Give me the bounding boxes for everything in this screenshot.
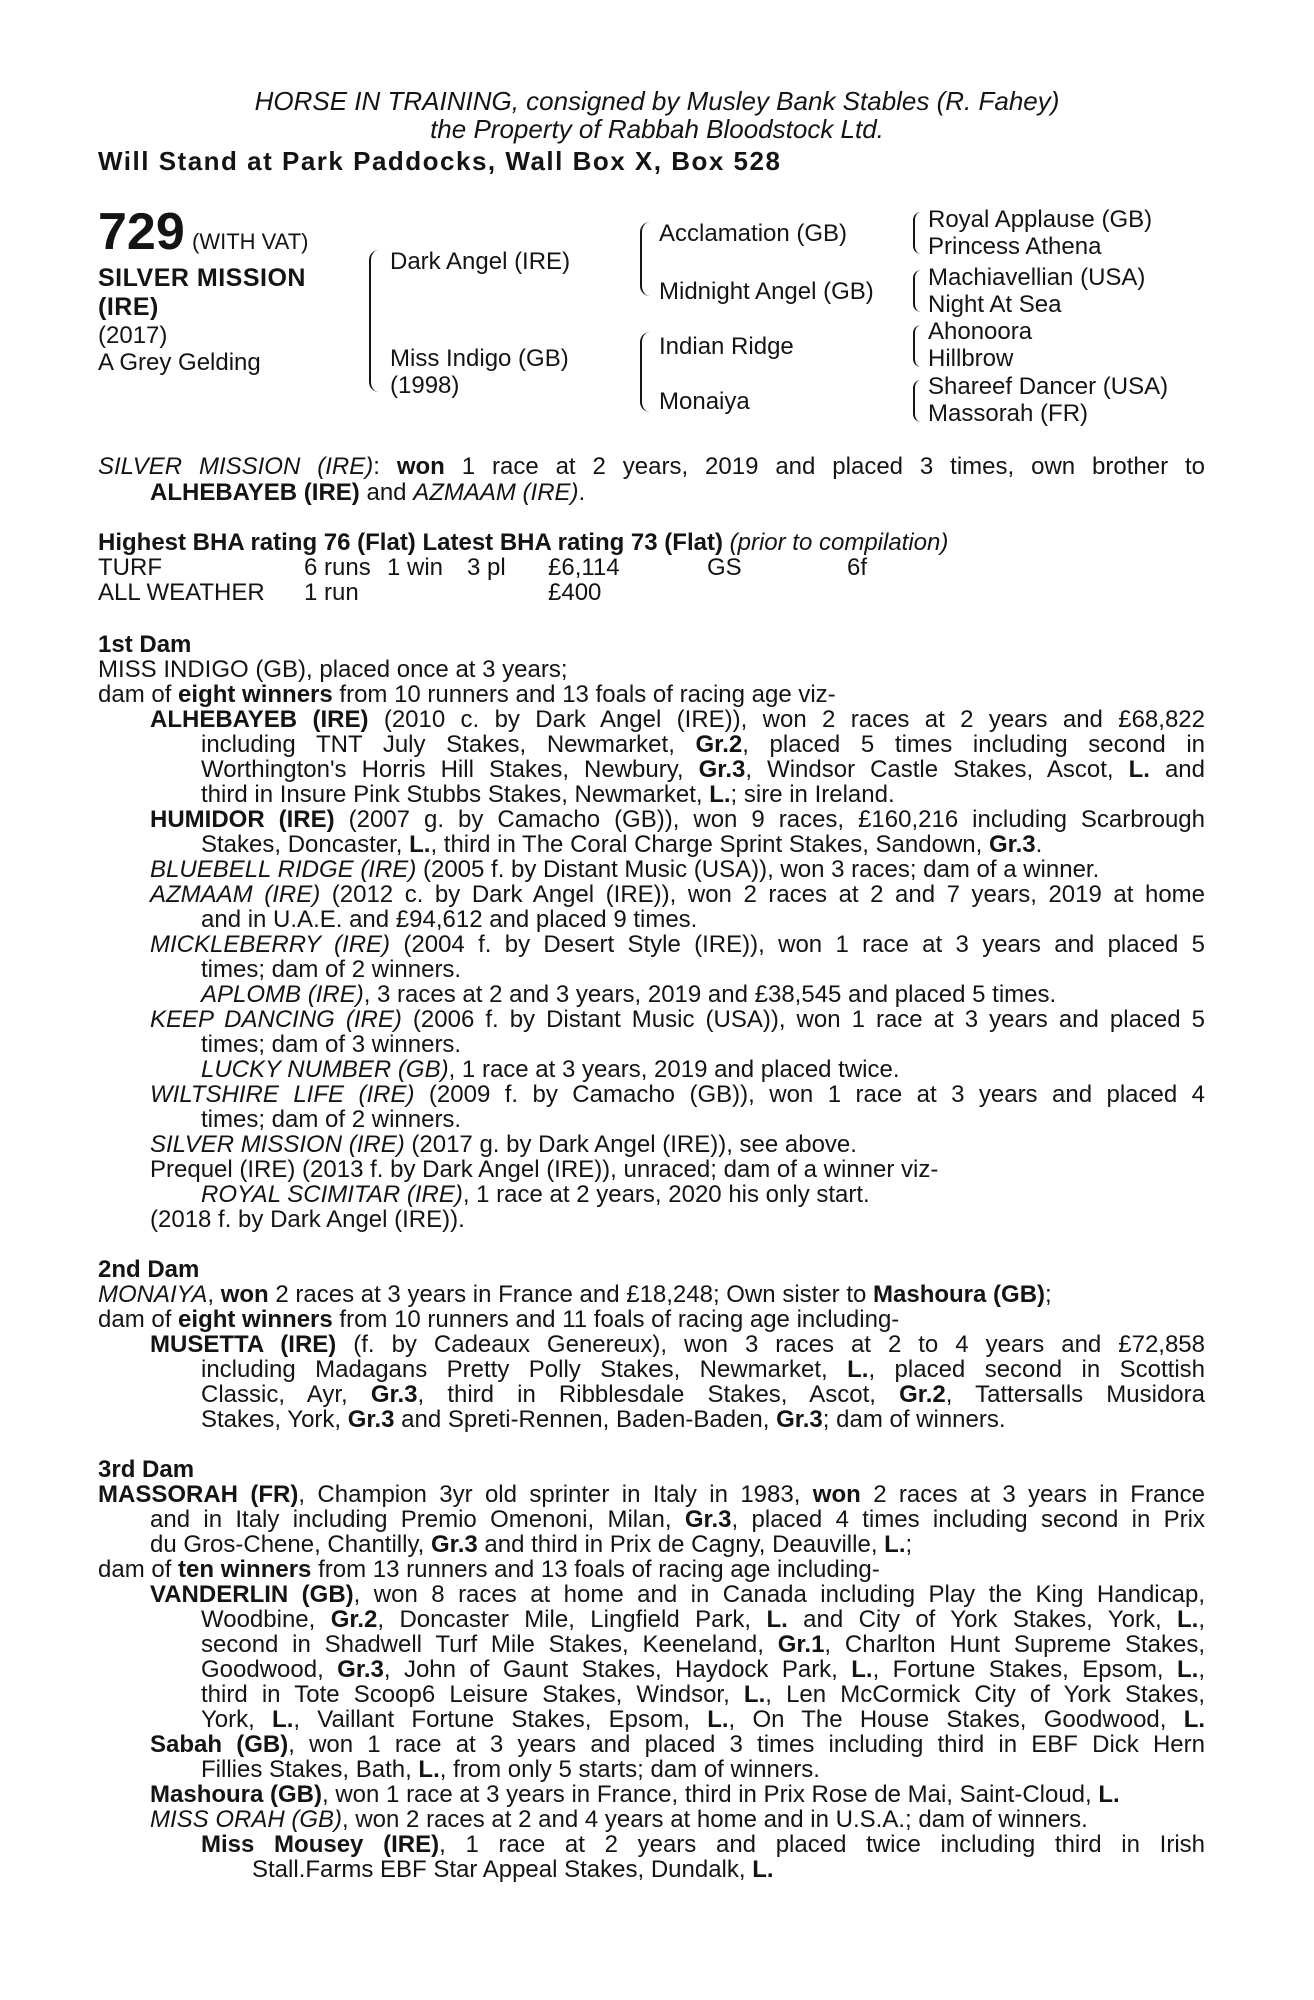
keep-dancing-line1 [150,1007,1205,1032]
wiltshire-name: WILTSHIRE LIFE (IRE) [150,1081,415,1108]
alh3-d: L. [1128,756,1150,783]
aplomb-text: , 3 races at 2 and 3 years, 2019 and £38,545 and placed 5 times. [363,981,1057,1008]
miss-mousey-text: , 1 race at 2 years and placed twice including third in Irish [439,1831,1206,1858]
van2-e: and City of York Stakes, York, [787,1606,1177,1633]
van6-a: York, [201,1706,273,1733]
consignment-line: HORSE IN TRAINING, consigned by Musley Bank Stables (R. Fahey) [254,86,1060,116]
vanderlin-text: , won 8 races at home and in Canada including Play the King Handicap, [353,1581,1206,1608]
alhebayeb-line2 [201,732,1205,757]
dam3-l3c: and third in Prix de Cagny, Deauville, [477,1531,885,1558]
property-line: the Property of Rabbah Bloodstock Ltd. [430,114,884,144]
vanderlin-line1 [150,1582,1205,1607]
van2-a: Woodbine, [201,1606,331,1633]
pedigree-sire: Dark Angel (IRE) [390,248,571,275]
van2-f: L. [1177,1606,1199,1633]
wiltshire-line2: times; dam of 2 winners. [201,1106,462,1133]
dam3-l2b: Gr.3 [684,1506,732,1533]
summary-text: 1 race at 2 years, 2019 and placed 3 times, own brother to [444,453,1206,480]
summary-siblings [150,480,585,505]
vanderlin-line6 [201,1707,1205,1732]
mus3-e: , Tattersalls Musidora [945,1381,1205,1408]
dam2-text: 2 races at 3 years in France and £18,248; Own sister to [268,1281,874,1308]
humidor-line2 [201,832,1042,857]
vanderlin-line2 [201,1607,1205,1632]
pedigree-bracket-g3 [913,325,921,367]
miss-mousey-name: Miss Mousey (IRE) [201,1831,440,1858]
sab2-a: Fillies Stakes, Bath, [201,1756,419,1783]
van6-b: L. [272,1706,294,1733]
turf-runs: 6 runs [304,554,371,581]
mickleberry-line1 [150,932,1205,957]
sab2-b: L. [418,1756,440,1783]
van5-b: L. [743,1681,766,1708]
dam3-l3b: Gr.3 [431,1531,478,1558]
alh2-a: including TNT July Stakes, Newmarket, [201,731,696,758]
pedigree-sire-sire: Acclamation (GB) [659,220,848,247]
azmaam-name: AZMAAM (IRE) [150,881,321,908]
silver-mission-name: SILVER MISSION (IRE) [150,1131,405,1158]
horse-description: A Grey Gelding [98,349,261,376]
mus3-c: , third in Ribblesdale Stakes, Ascot, [417,1381,900,1408]
hum2-a: Stakes, Doncaster, [201,831,410,858]
turf-distance: 6f [847,554,868,581]
dam3-record [98,1557,880,1582]
royal-scimitar-name: ROYAL SCIMITAR (IRE) [201,1181,463,1208]
musetta-name: MUSETTA (IRE) [150,1331,337,1358]
alhebayeb-name: ALHEBAYEB (IRE) [150,706,369,733]
van6-e: , On The House Stakes, Goodwood, [728,1706,1184,1733]
alhebayeb-line3 [201,757,1205,782]
pedigree-dam-dam: Monaiya [659,388,750,415]
pedigree-dam-year: (1998) [390,372,460,399]
mus4-d: Gr.3 [776,1406,823,1433]
turf-wins: 1 win [387,554,444,581]
vat-label: (WITH VAT) [192,229,309,254]
aplomb-name: APLOMB (IRE) [201,981,364,1008]
pedigree-sire-dam: Midnight Angel (GB) [659,278,874,305]
dam3-l3e: ; [905,1531,913,1558]
dam3-heading: 3rd Dam [98,1456,195,1483]
hum2-d: Gr.3 [988,831,1036,858]
dam3-won: won [812,1481,861,1508]
mus2-a: including Madagans Pretty Polly Stakes, Newmarket, [201,1356,848,1383]
musetta-line4 [201,1407,1006,1432]
dam3-record-a: dam of [98,1556,179,1583]
rating-line [98,530,948,555]
lucky-number-text: , 1 race at 3 years, 2019 and placed twice. [448,1056,900,1083]
humidor-text: (2007 g. by Camacho (GB)), won 9 races, £160,216 including Scarbrough [334,806,1205,833]
musetta-line1 [150,1332,1205,1357]
alh3-e: and [1149,756,1206,783]
van2-b: Gr.2 [330,1606,378,1633]
hum2-b: L. [409,831,431,858]
van4-d: L. [851,1656,873,1683]
sabah-name: Sabah (GB) [150,1731,289,1758]
sibling-alhebayeb: ALHEBAYEB (IRE) [150,479,360,506]
mus4-b: Gr.3 [347,1406,395,1433]
mus3-a: Classic, Ayr, [201,1381,371,1408]
mus4-e: ; dam of winners. [822,1406,1006,1433]
van4-a: Goodwood, [201,1656,338,1683]
dam1-heading: 1st Dam [98,631,192,658]
dam3-record-c: from 13 runners and 13 foals of racing age including- [311,1556,880,1583]
alhebayeb-line1 [150,707,1205,732]
pedigree-bracket-main [369,250,379,392]
horse-name-line1: SILVER MISSION [98,264,306,292]
humidor-line1 [150,807,1205,832]
hum2-e: . [1035,831,1043,858]
azmaam-line1 [150,882,1205,907]
alh2-b: Gr.2 [695,731,743,758]
mus4-c: and Spreti-Rennen, Baden-Baden, [394,1406,777,1433]
sabah-line2 [201,1757,820,1782]
musetta-line3 [201,1382,1205,1407]
dam3-l3a: du Gros-Chene, Chantilly, [150,1531,432,1558]
dam3-l1b: , Champion 3yr old sprinter in Italy in 1983, [298,1481,813,1508]
pedigree-g7: Shareef Dancer (USA) [928,373,1169,400]
pedigree-g6: Hillbrow [928,345,1014,372]
miss-orah-name: MISS ORAH (GB) [150,1806,343,1833]
rating-note: (prior to compilation) [722,529,949,556]
summary-won: won [396,453,445,480]
pedigree-g2: Princess Athena [928,233,1102,260]
bluebell-text: (2005 f. by Distant Music (USA)), won 3 races; dam of a winner. [416,856,1100,883]
pedigree-bracket-g2 [913,270,921,312]
vanderlin-line3 [201,1632,1205,1657]
aw-prize: £400 [548,579,602,606]
royal-scimitar-line [201,1182,870,1207]
pedigree-bracket-sire [640,222,650,296]
van4-b: Gr.3 [337,1656,384,1683]
dam1-record [98,682,836,707]
musetta-text: (f. by Cadeaux Genereux), won 3 races at 2 to 4 years and £72,858 [336,1331,1205,1358]
rating-bold: Highest BHA rating 76 (Flat) Latest BHA rating 73 (Flat) [98,529,723,556]
pedigree-g5: Ahonoora [928,318,1033,345]
van2-d: L. [766,1606,788,1633]
summary-horse: SILVER MISSION (IRE) [98,453,374,480]
turf-placed: 3 pl [467,554,506,581]
dam2-semicolon: ; [1045,1281,1052,1308]
van2-g: , [1198,1606,1205,1633]
lucky-number-line [201,1057,900,1082]
dam1-record-c: from 10 runners and 13 foals of racing age viz- [332,681,836,708]
sabah-text: , won 1 race at 3 years and placed 3 times including third in EBF Dick Hern [288,1731,1205,1758]
wiltshire-text: (2009 f. by Camacho (GB)), won 1 race at 3 years and placed 4 [414,1081,1206,1108]
alh4-c: ; sire in Ireland. [730,781,895,808]
pedigree-bracket-g1 [913,212,921,254]
turf-going: GS [707,554,742,581]
massorah-name: MASSORAH (FR) [98,1481,299,1508]
sibling-azmaam: AZMAAM (IRE) [413,479,579,506]
monaiya-name: MONAIYA [98,1281,208,1308]
dam1-intro: MISS INDIGO (GB), placed once at 3 years; [98,656,568,683]
van3-a: second in Shadwell Turf Mile Stakes, Keeneland, [201,1631,778,1658]
turf-label: TURF [98,554,162,581]
mus3-b: Gr.3 [370,1381,418,1408]
aw-label: ALL WEATHER [98,579,265,606]
alhebayeb-line4 [201,782,895,807]
van3-b: Gr.1 [777,1631,825,1658]
summary-end: . [578,479,586,506]
horse-name-line2: (IRE) [98,293,159,321]
dam1-record-a: dam of [98,681,179,708]
aw-runs: 1 run [304,579,359,606]
azmaam-text: (2012 c. by Dark Angel (IRE)), won 2 races at 2 and 7 years, 2019 at home [320,881,1206,908]
alh3-c: , Windsor Castle Stakes, Ascot, [745,756,1129,783]
hum2-c: , third in The Coral Charge Sprint Stakes, Sandown, [430,831,989,858]
pedigree-dam-sire: Indian Ridge [659,333,794,360]
mus2-c: , placed second in Scottish [868,1356,1205,1383]
van6-f: L. [1183,1706,1206,1733]
royal-scimitar-text: , 1 race at 2 years, 2020 his only start. [462,1181,870,1208]
lot-number: 729 [98,203,185,261]
dam3-record-winners: ten winners [178,1556,312,1583]
dam2-intro [98,1282,1052,1307]
van3-c: , Charlton Hunt Supreme Stakes, [824,1631,1206,1658]
dam2-sep: , [207,1281,221,1308]
sab2-c: , from only 5 starts; dam of winners. [439,1756,820,1783]
silver-mission-line [150,1132,857,1157]
vanderlin-line4 [201,1657,1205,1682]
van4-f: L. [1177,1656,1199,1683]
dam3-l1d: 2 races at 3 years in France [860,1481,1205,1508]
vanderlin-name: VANDERLIN (GB) [150,1581,354,1608]
alh2-c: , placed 5 times including second in [742,731,1205,758]
keep-dancing-line2: times; dam of 3 winners. [201,1031,462,1058]
mashoura-ref: Mashoura (GB) [873,1281,1046,1308]
summary-sep: : [373,453,397,480]
musetta-line2 [201,1357,1205,1382]
pedigree-g3: Machiavellian (USA) [928,264,1146,291]
turf-prize: £6,114 [548,554,620,581]
mus3-d: Gr.2 [899,1381,946,1408]
miss-orah-text: , won 2 races at 2 and 4 years at home and in U.S.A.; dam of winners. [342,1806,1088,1833]
pedigree-dam: Miss Indigo (GB) [390,345,569,372]
mashoura-listed: L. [1098,1781,1120,1808]
dam2-record [98,1307,899,1332]
dam3-l3d: L. [884,1531,906,1558]
mickleberry-name: MICKLEBERRY (IRE) [150,931,391,958]
race-summary [98,454,1205,479]
pedigree-g1: Royal Applause (GB) [928,206,1153,233]
van4-e: , Fortune Stakes, Epsom, [872,1656,1178,1683]
van4-g: , [1198,1656,1206,1683]
keep-dancing-name: KEEP DANCING (IRE) [150,1006,402,1033]
foal-2018-line: (2018 f. by Dark Angel (IRE)). [150,1206,465,1233]
mashoura-name: Mashoura (GB) [150,1781,323,1808]
dam3-l2a: and in Italy including Premio Omenoni, Milan, [150,1506,685,1533]
van4-c: , John of Gaunt Stakes, Haydock Park, [383,1656,852,1683]
stand-line: Will Stand at Park Paddocks, Wall Box X, Box 528 [98,146,782,176]
mickleberry-line2: times; dam of 2 winners. [201,956,462,983]
alh4-b: L. [709,781,731,808]
pedigree-g4: Night At Sea [928,291,1062,318]
dam2-record-winners: eight winners [178,1306,333,1333]
van6-c: , Vaillant Fortune Stakes, Epsom, [293,1706,708,1733]
alh3-b: Gr.3 [698,756,746,783]
alh3-a: Worthington's Horris Hill Stakes, Newbury, [201,756,699,783]
vanderlin-line5 [201,1682,1205,1707]
bluebell-name: BLUEBELL RIDGE (IRE) [150,856,417,883]
dam3-line3 [150,1532,912,1557]
wiltshire-line1 [150,1082,1205,1107]
miss-mousey-line1 [201,1832,1205,1857]
dam3-line1 [98,1482,1205,1507]
azmaam-line2: and in U.A.E. and £94,612 and placed 9 times. [201,906,698,933]
van5-c: , Len McCormick City of York Stakes, [765,1681,1205,1708]
keep-dancing-text: (2006 f. by Distant Music (USA)), won 1 race at 3 years and placed 5 [401,1006,1206,1033]
dam1-record-winners: eight winners [178,681,333,708]
mou2-a: Stall.Farms EBF Star Appeal Stakes, Dundalk, [252,1856,753,1883]
dam2-record-c: from 10 runners and 11 foals of racing age including- [332,1306,900,1333]
dam3-l2c: , placed 4 times including second in Prix [731,1506,1206,1533]
van6-d: L. [707,1706,729,1733]
dam3-line2 [150,1507,1205,1532]
prequel-line: Prequel (IRE) (2013 f. by Dark Angel (IRE)), unraced; dam of a winner viz- [150,1156,939,1183]
mus4-a: Stakes, York, [201,1406,348,1433]
pedigree-bracket-dam [640,332,650,412]
pedigree-bracket-g4 [913,380,921,422]
mickleberry-text: (2004 f. by Desert Style (IRE)), won 1 race at 3 years and placed 5 [390,931,1205,958]
sabah-line1 [150,1732,1205,1757]
humidor-name: HUMIDOR (IRE) [150,806,335,833]
aplomb-line [201,982,1056,1007]
van5-a: third in Tote Scoop6 Leisure Stakes, Windsor, [201,1681,744,1708]
van2-c: , Doncaster Mile, Lingfield Park, [377,1606,767,1633]
pedigree-g8: Massorah (FR) [928,400,1089,427]
summary-and: and [359,479,414,506]
alhebayeb-text: (2010 c. by Dark Angel (IRE)), won 2 races at 2 years and £68,822 [368,706,1205,733]
mashoura-text: , won 1 race at 3 years in France, third in Prix Rose de Mai, Saint-Cloud, [322,1781,1099,1808]
bluebell-line [150,857,1099,882]
miss-mousey-line2 [252,1857,774,1882]
foaling-year: (2017) [98,322,168,349]
dam2-won: won [220,1281,269,1308]
lucky-number-name: LUCKY NUMBER (GB) [201,1056,449,1083]
alh4-a: third in Insure Pink Stubbs Stakes, Newmarket, [201,781,710,808]
mou2-b: L. [752,1856,774,1883]
dam2-record-a: dam of [98,1306,179,1333]
mashoura-line [150,1782,1120,1807]
mus2-b: L. [847,1356,869,1383]
silver-mission-text: (2017 g. by Dark Angel (IRE)), see above. [404,1131,857,1158]
miss-orah-line [150,1807,1088,1832]
dam2-heading: 2nd Dam [98,1256,200,1283]
